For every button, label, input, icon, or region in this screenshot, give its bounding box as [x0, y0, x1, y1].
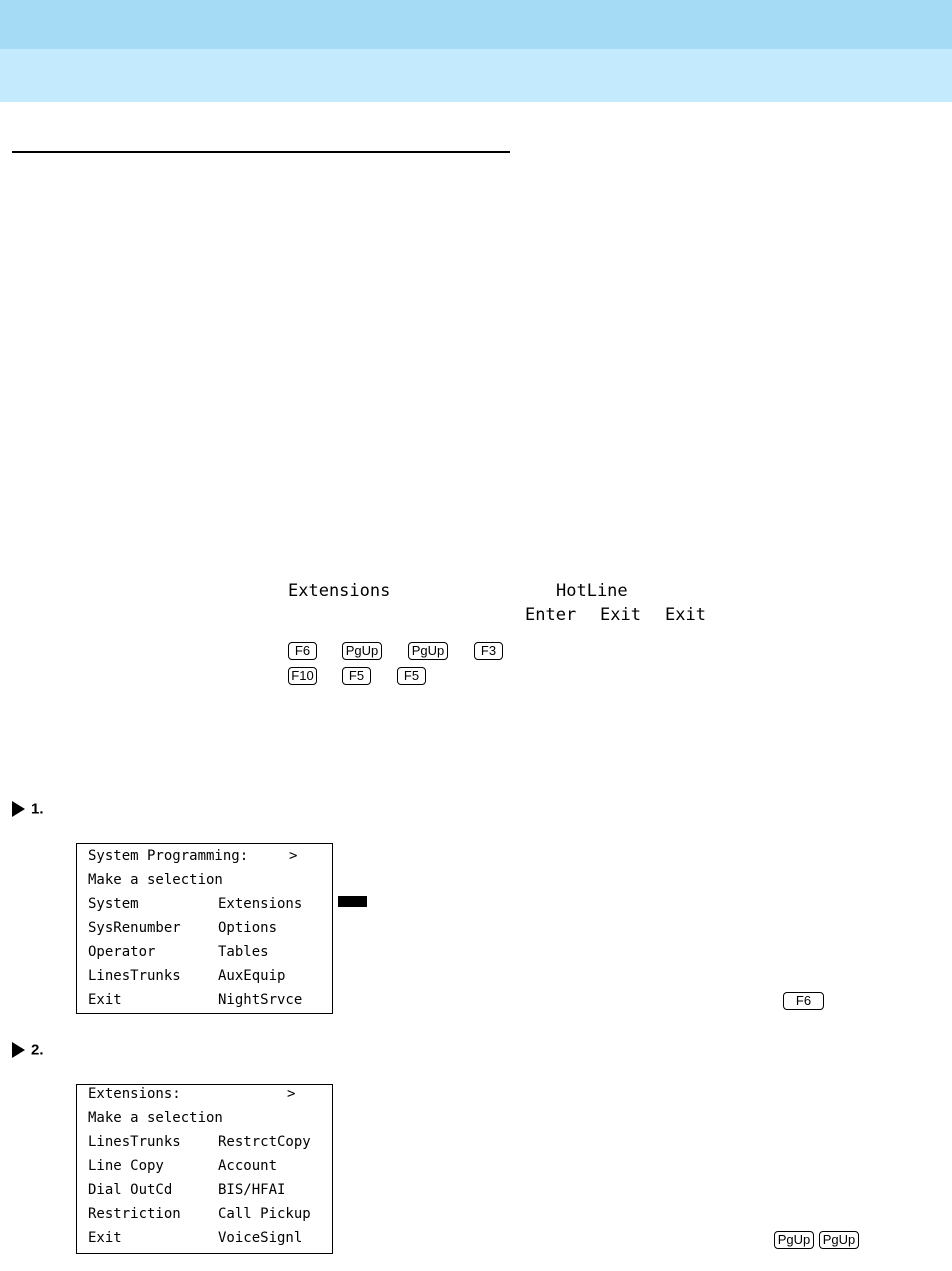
screen-option-exit: Exit: [88, 1230, 122, 1246]
sequence-hotline: HotLine: [556, 581, 628, 601]
screen-option-account: Account: [218, 1158, 278, 1174]
screen-system-programming: [76, 843, 333, 1014]
key-f6: F6: [783, 992, 824, 1010]
step-number: 2.: [31, 1041, 44, 1059]
step-1-marker: [12, 800, 44, 818]
header-band-bottom: [0, 49, 952, 102]
screen-title: Extensions:: [88, 1086, 181, 1102]
key-pgup: PgUp: [819, 1231, 859, 1249]
step-2-marker: [12, 1041, 44, 1059]
screen-option-voicesignl: VoiceSignl: [218, 1230, 303, 1246]
screen-option-operator: Operator: [88, 944, 156, 960]
key-f3: F3: [474, 642, 503, 660]
sequence-enter: Enter: [525, 605, 577, 625]
screen-subtitle: Make a selection: [88, 872, 223, 888]
screen-option-line-copy: Line Copy: [88, 1158, 164, 1174]
screen-option-options: Options: [218, 920, 278, 936]
screen-option-restrctcopy: RestrctCopy: [218, 1134, 311, 1150]
screen-option-restriction: Restriction: [88, 1206, 181, 1222]
section-rule: [12, 151, 510, 153]
key-f5: F5: [342, 667, 371, 685]
screen-title: System Programming:: [88, 848, 249, 864]
screen-option-sysrenumber: SysRenumber: [88, 920, 181, 936]
screen-title-arrow: >: [289, 848, 298, 864]
screen-option-auxequip: AuxEquip: [218, 968, 286, 984]
sequence-exit-2: Exit: [665, 605, 706, 625]
screen-option-dial-outcd: Dial OutCd: [88, 1182, 173, 1198]
triangle-arrow-icon: [12, 1042, 25, 1058]
screen-option-system: System: [88, 896, 139, 912]
step-number: 1.: [31, 800, 44, 818]
header-band-top: [0, 0, 952, 49]
screen-option-nightsrvce: NightSrvce: [218, 992, 303, 1008]
sequence-extensions: Extensions: [288, 581, 391, 601]
key-pgup: PgUp: [774, 1231, 814, 1249]
screen-option-linestrunks: LinesTrunks: [88, 968, 181, 984]
screen-option-exit: Exit: [88, 992, 122, 1008]
triangle-arrow-icon: [12, 801, 25, 817]
screen-title-arrow: >: [287, 1086, 296, 1102]
screen-option-tables: Tables: [218, 944, 269, 960]
screen-extensions: [76, 1084, 333, 1254]
screen-option-extensions: Extensions: [218, 896, 303, 912]
key-f10: F10: [288, 667, 317, 685]
screen-option-bis-hfai: BIS/HFAI: [218, 1182, 286, 1198]
screen-option-call-pickup: Call Pickup: [218, 1206, 311, 1222]
key-f5: F5: [397, 667, 426, 685]
screen-subtitle: Make a selection: [88, 1110, 223, 1126]
key-f6: F6: [288, 642, 317, 660]
key-pgup: PgUp: [342, 642, 382, 660]
selection-cursor: [338, 896, 367, 907]
key-pgup: PgUp: [408, 642, 448, 660]
screen-option-linestrunks: LinesTrunks: [88, 1134, 181, 1150]
sequence-exit-1: Exit: [600, 605, 641, 625]
